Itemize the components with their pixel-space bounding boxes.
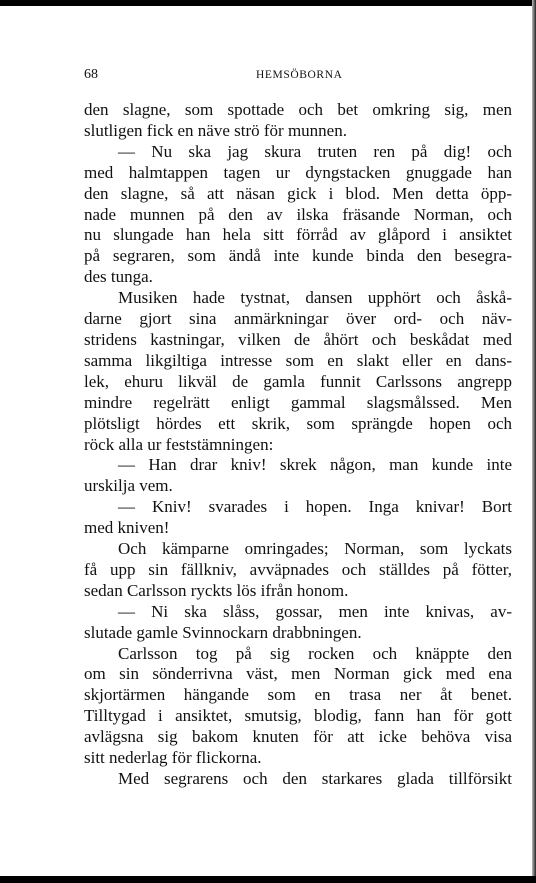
text-line: Carlsson tog på sig rocken och knäppte den [118, 643, 512, 663]
text-line: — Kniv! svarades i hopen. Inga knivar! Bort [118, 497, 512, 517]
text-line: Tilltygad i ansiktet, smutsig, blodig, fann han för gott [84, 706, 512, 726]
text-line: urskilja vem. [84, 476, 173, 496]
text-line: skjortärmen hängande som en trasa ner åt benet. [84, 685, 512, 705]
text-line: samma likgiltiga intresse som en slakt eller en dans- [84, 350, 512, 370]
text-line: Och kämparne omringades; Norman, som lyckats [118, 539, 512, 559]
scan-border-top [0, 0, 536, 6]
text-line: med halmtappen tagen ur dyngstacken gnuggade han [84, 162, 512, 182]
body-text [84, 100, 512, 790]
text-line: den slagne, så att näsan gick i blod. Men detta öpp- [84, 183, 512, 203]
text-line: röck alla ur feststämningen: [84, 434, 274, 454]
book-title: HEMSÖBORNA [256, 69, 343, 81]
text-line: — Ni ska slåss, gossar, men inte knivas, av- [118, 601, 512, 621]
text-line: des tunga. [84, 267, 153, 287]
text-line: stridens kastningar, vilken de åhört och beskådat med [84, 329, 512, 349]
text-line: slutade gamle Svinnockarn drabbningen. [84, 622, 362, 642]
text-line: Med segrarens och den starkares glada tillförsikt [118, 769, 512, 788]
text-line: — Han drar kniv! skrek någon, man kunde inte [118, 455, 512, 475]
text-line: på segraren, som ändå inte kunde binda den besegra- [84, 246, 512, 266]
page-number: 68 [84, 67, 98, 82]
text-line: lek, ehuru likväl de gamla funnit Carlssons angrepp [84, 371, 512, 391]
text-line: slutligen fick en näve strö för munnen. [84, 120, 347, 140]
scan-border-bottom [0, 876, 536, 883]
text-line: få upp sin fällkniv, avväpnades och ställdes på fötter, [84, 559, 512, 579]
text-line: nu slungade han hela sitt förråd av glåpord i ansiktet [84, 225, 512, 245]
text-line: om sin sönderrivna väst, men Norman gick med ena [84, 664, 512, 684]
text-line: plötsligt hördes ett skrik, som sprängde hopen och [84, 413, 512, 433]
text-line: mindre regelrätt enligt gammal slagsmålssed. Men [84, 392, 512, 412]
text-line: den slagne, som spottade och bet omkring sig, men [84, 100, 512, 119]
text-line: Musiken hade tystnat, dansen upphört och åskå- [118, 288, 512, 308]
text-line: sedan Carlsson ryckts lös ifrån honom. [84, 580, 349, 600]
text-line: darne gjort sina anmärkningar över ord- och näv- [84, 309, 512, 329]
text-line: nade munnen på den av ilska fräsande Norman, och [84, 204, 512, 224]
scan-border-right [532, 0, 536, 883]
running-head [84, 67, 512, 85]
text-line: sitt nederlag för flickorna. [84, 748, 262, 768]
text-line: avlägsna sig bakom knuten för att icke behöva visa [84, 727, 512, 747]
text-line: — Nu ska jag skura truten ren på dig! och [118, 141, 512, 161]
text-line: med kniven! [84, 518, 170, 538]
